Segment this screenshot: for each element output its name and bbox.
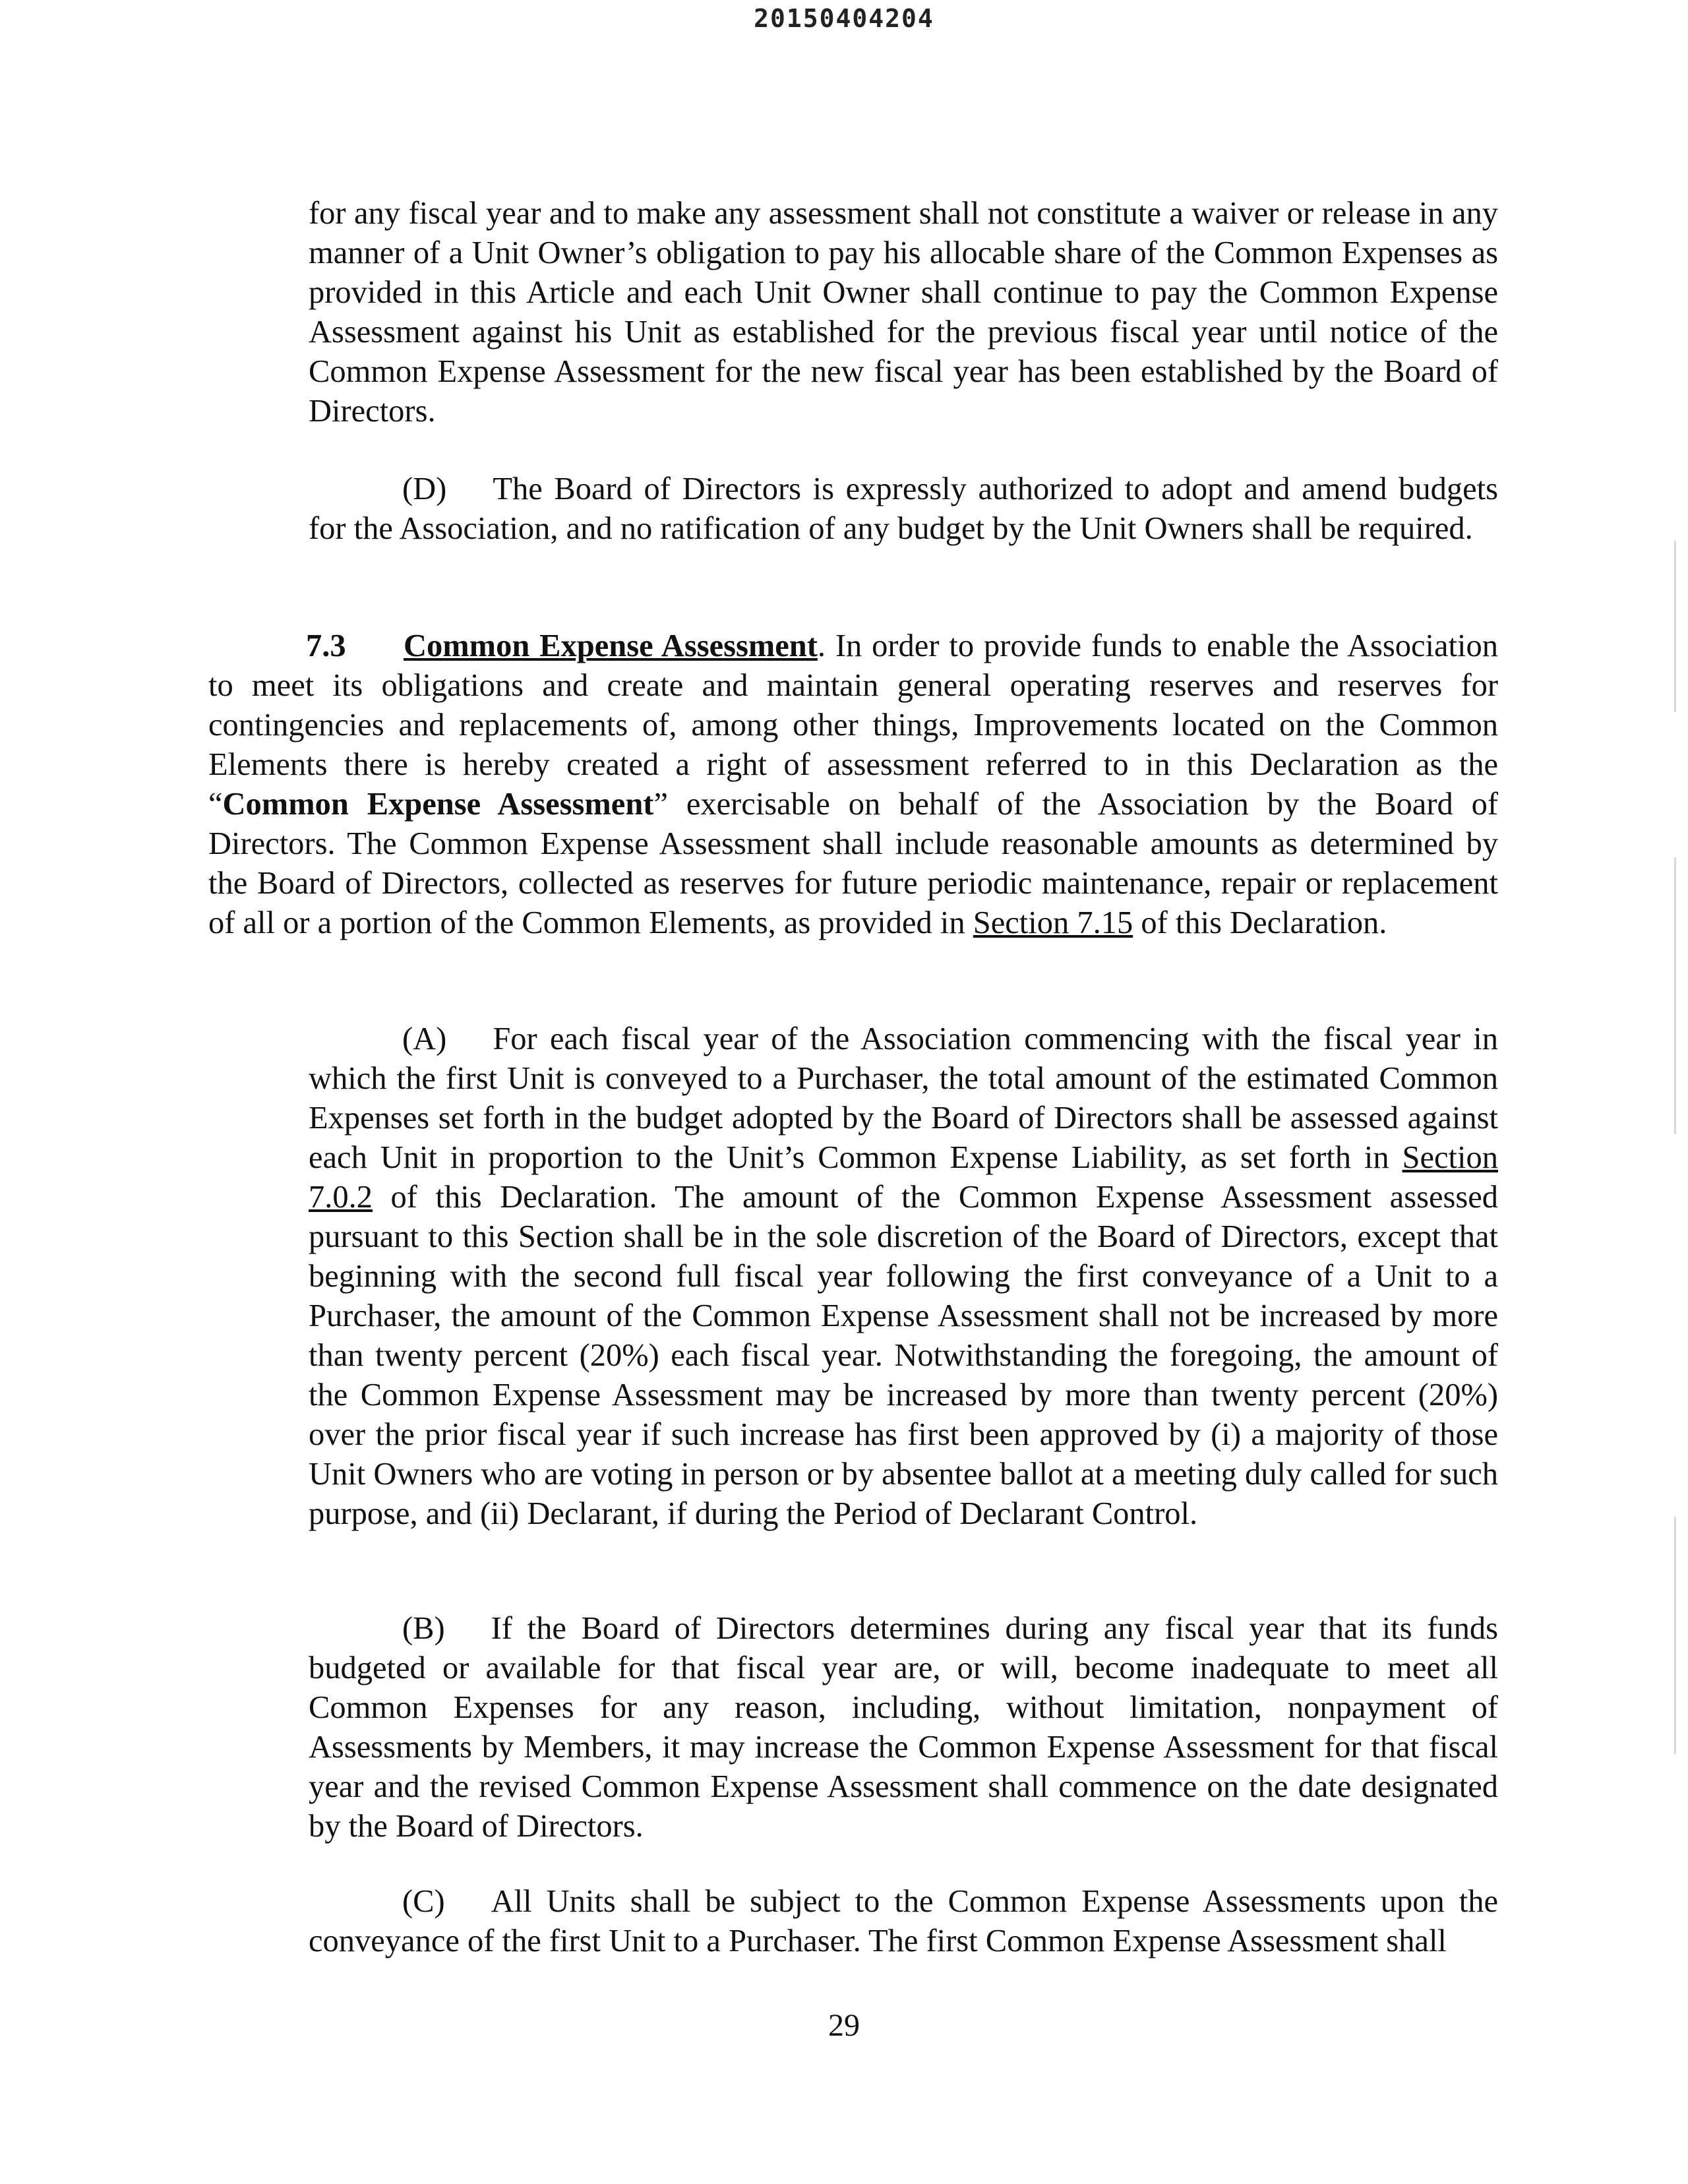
scan-edge-mark bbox=[1674, 857, 1676, 1134]
section-heading: Common Expense Assessment bbox=[404, 628, 818, 663]
subsection-a bbox=[309, 1019, 1498, 1534]
subsection-text: All Units shall be subject to the Common Expense Assessments upon the conveyance of the first Unit to a Purchaser. The first Common Expense Assessment shall bbox=[309, 1884, 1498, 1958]
subsection-text: The Board of Directors is expressly authorized to adopt and amend budgets for the Association, and no ratification of any budget by the Unit Owners shall be required. bbox=[309, 471, 1498, 546]
defined-term: Common Expense Assessment bbox=[222, 787, 654, 822]
section-reference-link[interactable]: Section 7.0.2 bbox=[309, 1140, 1498, 1215]
subsection-b bbox=[309, 1609, 1498, 1846]
paragraph-text: for any fiscal year and to make any assessment shall not constitute a waiver or release in any manner of a Unit Owner’s obligation to pay his allocable share of the Common Expenses as provided in this Article and each Unit Owner shall continue to pay the Common Expense Assessment against his Unit as established for the previous fiscal year until notice of the Common Expense Assessment for the new fiscal year has been established by the Board of Directors. bbox=[309, 196, 1498, 429]
subsection-label: (C) bbox=[402, 1884, 445, 1919]
subsection-label: (B) bbox=[402, 1611, 445, 1646]
document-id: 20150404204 bbox=[754, 4, 934, 33]
section-7-3 bbox=[208, 626, 1498, 943]
subsection-c bbox=[309, 1882, 1498, 1961]
subsection-text: If the Board of Directors determines during any fiscal year that its funds budgeted or available for that fiscal year are, or will, become inadequate to meet all Common Expenses for any reason, including, without limitation, nonpayment of Assessments by Members, it may increase the Common Expense Assessment for that fiscal year and the revised Common Expense Assessment shall commence on the date designated by the Board of Directors. bbox=[309, 1611, 1498, 1844]
section-number: 7.3 bbox=[306, 628, 346, 663]
section-reference-link[interactable]: Section 7.15 bbox=[973, 905, 1133, 940]
subsection-label: (D) bbox=[402, 471, 447, 506]
section-text: of this Declaration. bbox=[1133, 905, 1387, 940]
subsection-d bbox=[309, 470, 1498, 549]
section-text: ” exercisable on behalf of the Association by the Board of Directors. The Common Expense Assessment shall include reasonable amounts as determined by the Board of Directors, collected as reserves for future periodic maintenance, repair or replacement of all or a portion of the Common Elements, as provided in bbox=[208, 787, 1498, 940]
subsection-text: of this Declaration. The amount of the Common Expense Assessment assessed pursuant to this Section shall be in the sole discretion of the Board of Directors, except that beginning with the second full fiscal year following the first conveyance of a Unit to a Purchaser, the amount of the Common Expense Assessment shall not be increased by more than twenty percent (20%) each fiscal year. Notwithstanding the foregoing, the amount of the Common Expense Assessment may be increased by more than twenty percent (20%) over the prior fiscal year if such increase has first been approved by (i) a majority of those Unit Owners who are voting in person or by absentee ballot at a meeting duly called for such purpose, and (ii) Declarant, if during the Period of Declarant Control. bbox=[309, 1180, 1498, 1531]
scan-edge-mark bbox=[1674, 1517, 1676, 1754]
paragraph-continued bbox=[309, 194, 1498, 431]
subsection-text: For each fiscal year of the Association commencing with the fiscal year in which the first Unit is conveyed to a Purchaser, the total amount of the estimated Common Expenses set forth in the budget adopted by the Board of Directors shall be assessed against each Unit in proportion to the Unit’s Common Expense Liability, as set forth in bbox=[309, 1021, 1498, 1175]
subsection-label: (A) bbox=[402, 1021, 447, 1056]
section-text: . In order to provide funds to enable the Association to meet its obligations and create and maintain general operating reserves and reserves for contingencies and replacements of, among other things, Improvements located on the Common Elements there is hereby created a right of assessment referred to in this Declaration as the “ bbox=[208, 628, 1498, 822]
page-number: 29 bbox=[828, 2008, 860, 2043]
scan-edge-mark bbox=[1674, 541, 1676, 712]
